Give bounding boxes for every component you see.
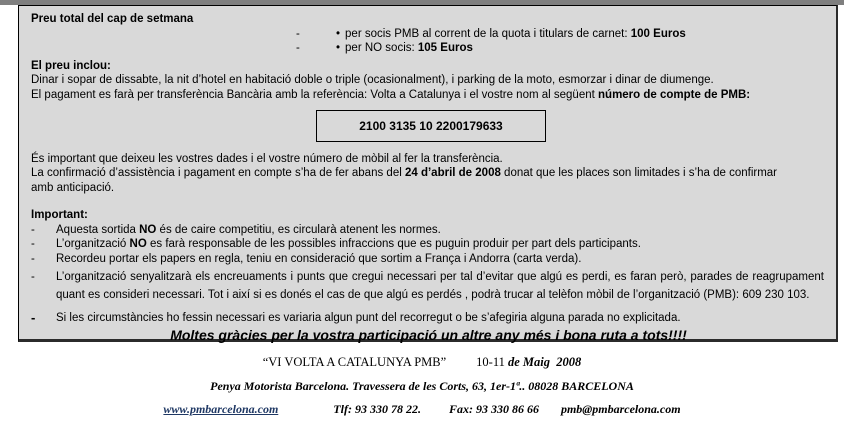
item-bold-text: NO	[139, 223, 157, 236]
price-item-text	[336, 27, 686, 42]
item-bold-text: NO	[129, 238, 147, 250]
transfer-note-line3: amb anticipació.	[31, 181, 115, 194]
info-box	[18, 5, 838, 342]
dash-marker: -	[31, 238, 35, 250]
important-item	[31, 237, 826, 252]
dash-marker: -	[31, 252, 35, 265]
payment-instructions: El pagament es farà per transferència Bancària amb la referència: Volta a Catalunya i el vostre nom al següent	[31, 88, 599, 101]
item-text: Aquesta sortida	[56, 223, 140, 236]
thanks-message: Moltes gràcies per la vostra participació un altre any més i bona ruta a tots!!!!	[170, 326, 687, 343]
footer-address-line: Penya Motorista Barcelona. Travessera de les Corts, 63, 1er-1ª.. 08028 BARCELONA	[210, 379, 634, 393]
dash-marker: -	[296, 42, 300, 54]
price-item-members	[31, 27, 826, 42]
important-item-text	[56, 223, 826, 238]
dash-marker: -	[296, 27, 300, 40]
confirmation-text-cont: donat que les places son limitades i s’ha de confirmar	[500, 167, 778, 179]
event-date-month: de Maig 2008	[504, 355, 582, 369]
important-item	[31, 311, 826, 326]
transfer-note-section	[31, 152, 826, 196]
website-link[interactable]: www.pmbarcelona.com	[163, 402, 279, 416]
includes-section	[31, 59, 826, 103]
item-text-cont: es farà responsable de les possibles infraccions que es puguin produir per part dels participants.	[146, 238, 641, 250]
important-item-text: Si les circumstàncies ho fessin necessari es variaria algun punt del recorregut o be s’afegiria alguna parada no explicitada.	[56, 312, 681, 324]
includes-line1: Dinar i sopar de dissabte, la nit d’hotel en habitació doble o triple (ocasionalment), i parking de la moto, esmorzar i dinar de diumenge.	[31, 74, 714, 86]
footer	[0, 347, 844, 417]
important-section	[31, 208, 826, 326]
price-nonmembers-value: 105 Euros	[417, 42, 473, 54]
important-item-text: L’organització senyalitzarà els encreuaments i punts que cregui necessari per tal d’evitar que algú es perdi, es faran però, parades de reagrupament quant es consideri necessari. Tot i així si es donés el cas de que algú es perdés , podrà trucar al telèfon mòbil de l’organització (PMB): 609 230 103.	[56, 271, 824, 301]
important-item	[31, 223, 826, 238]
transfer-note-line2	[31, 166, 826, 181]
price-members-label: per socis PMB al corrent de la quota i titulars de carnet:	[345, 27, 631, 40]
confirmation-text: La confirmació d’assistència i pagament en compte s’ha de fer abans del	[31, 167, 405, 179]
important-item	[31, 269, 826, 304]
important-title: Important:	[31, 209, 88, 221]
transfer-note-line1: És important que deixeu les vostres dades i el vostre número de mòbil al fer la transferència.	[31, 152, 503, 165]
phone-number: Tlf: 93 330 78 22.	[333, 402, 421, 416]
dash-marker: -	[31, 271, 35, 283]
fax-number: Fax: 93 330 86 66	[448, 402, 539, 416]
price-nonmembers-label: per NO socis:	[345, 42, 418, 54]
pricing-title: Preu total del cap de setmana	[31, 13, 194, 25]
event-date: 10-11	[476, 355, 505, 369]
footer-event-line	[0, 355, 844, 370]
important-item-text: Recordeu portar els papers en regla, teniu en consideració que sortim a França i Andorra (carta verda).	[56, 252, 582, 265]
bank-account-box: 2100 3135 10 2200179633	[316, 110, 546, 142]
footer-contact-line	[0, 402, 844, 417]
bullet-icon: •	[336, 42, 341, 54]
account-label: número de compte de PMB:	[598, 88, 751, 101]
price-item-text	[336, 41, 473, 56]
includes-title: El preu inclou:	[31, 59, 111, 72]
important-item	[31, 252, 826, 267]
item-text: L’organització	[56, 238, 130, 250]
dash-marker: -	[31, 310, 36, 325]
deadline-date: 24 d’abril de 2008	[404, 167, 501, 179]
item-text-cont: és de caire competitiu, es circularà atenent les normes.	[156, 223, 441, 236]
email-address: pmb@pmbarcelona.com	[560, 402, 681, 416]
event-title: “VI VOLTA A CATALUNYA PMB”	[262, 355, 447, 369]
important-item-text	[56, 237, 826, 252]
bullet-icon: •	[336, 27, 341, 40]
dash-marker: -	[31, 223, 35, 236]
price-members-value: 100 Euros	[630, 27, 686, 40]
price-item-nonmembers	[31, 41, 826, 56]
includes-line2	[31, 88, 826, 103]
